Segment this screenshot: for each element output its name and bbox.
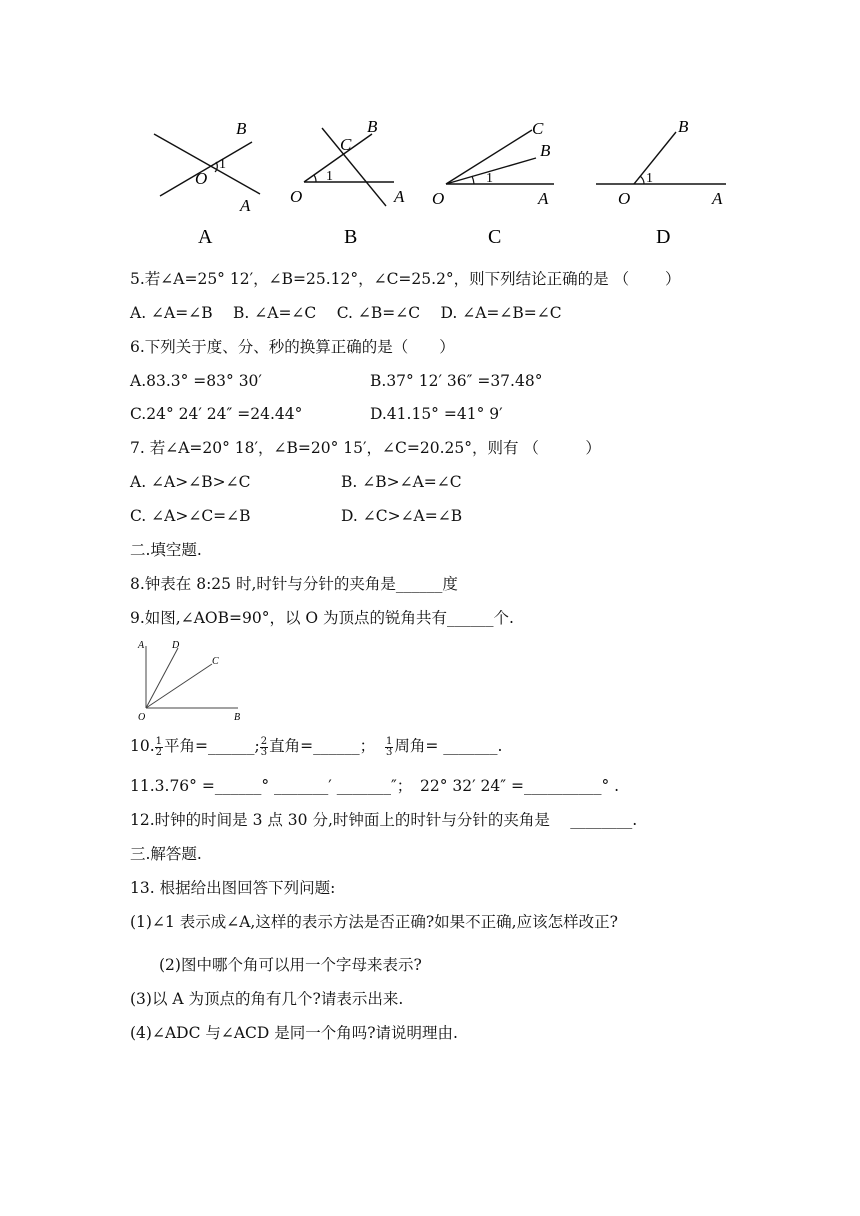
figure-label: B — [344, 226, 358, 248]
section-fill-in-heading: 二.填空题. — [130, 541, 202, 559]
q13-part3: (3)以 A 为顶点的角有几个?请表示出来. — [130, 990, 404, 1008]
label-o: O — [138, 712, 146, 723]
angle-1: 1 — [326, 169, 333, 184]
q5-options: A. ∠A=∠B B. ∠A=∠C C. ∠B=∠C D. ∠A=∠B=∠C — [130, 304, 562, 322]
figure-d — [590, 110, 740, 250]
label-c: C — [212, 656, 219, 667]
q8-text: 8.钟表在 8:25 时,时针与分针的夹角是______度 — [130, 575, 458, 593]
q13-part2: (2)图中哪个角可以用一个字母来表示? — [159, 956, 422, 974]
angle-1: 1 — [219, 157, 226, 172]
q5-stem: 5.若∠A=25° 12′，∠B=25.12°，∠C=25.2°，则下列结论正确的是 （ ） — [130, 270, 681, 288]
q11-text: 11.3.76° =______° _______′ _______″； 22° 32′ 24″ =__________° . — [130, 777, 620, 795]
label-b: B — [367, 117, 378, 136]
q7-option-c: C. ∠A>∠C=∠B — [130, 507, 251, 525]
label-d: D — [172, 640, 180, 651]
label-o: O — [195, 169, 208, 188]
q7-option-d: D. ∠C>∠A=∠B — [341, 507, 463, 525]
label-b: B — [236, 119, 247, 138]
q7-option-a: A. ∠A>∠B>∠C — [130, 473, 251, 491]
figure-label: C — [488, 226, 502, 248]
label-a: A — [240, 196, 251, 215]
figure-c — [428, 110, 568, 250]
q13-part1: (1)∠1 表示成∠A,这样的表示方法是否正确?如果不正确,应该怎样改正? — [130, 913, 618, 931]
label-o: O — [618, 189, 631, 208]
q13-part4: (4)∠ADC 与∠ACD 是同一个角吗?请说明理由. — [130, 1024, 458, 1042]
label-b: B — [678, 117, 689, 136]
fraction-two-thirds: $\frac{2}{3}$ — [260, 735, 268, 758]
q10-part1: 平角=______; — [164, 737, 260, 755]
fraction-one-half: $\frac{1}{2}$ — [155, 735, 163, 758]
q6-option-d: D.41.15° =41° 9′ — [370, 405, 503, 423]
q7-stem: 7. 若∠A=20° 18′，∠B=20° 15′，∠C=20.25°，则有 （ ） — [130, 439, 601, 457]
label-b: B — [540, 141, 551, 160]
angle-1: 1 — [486, 171, 493, 186]
label-c: C — [532, 119, 544, 138]
label-a: A — [538, 189, 549, 208]
q13-stem: 13. 根据给出图回答下列问题: — [130, 879, 336, 897]
figure-b — [282, 110, 422, 250]
figure-q9 — [132, 636, 252, 724]
figure-label: D — [656, 226, 671, 248]
q6-option-c: C.24° 24′ 24″ =24.44° — [130, 405, 303, 423]
q10-part2: 直角=______； — [269, 737, 376, 755]
label-o: O — [432, 189, 445, 208]
q10-number: 10. — [130, 737, 155, 755]
label-b: B — [234, 712, 241, 723]
q10-part3: 周角= _______. — [394, 737, 503, 755]
q6-option-b: B.37° 12′ 36″ =37.48° — [370, 372, 543, 390]
q9-text: 9.如图,∠AOB=90°，以 O 为顶点的锐角共有______个. — [130, 609, 514, 627]
label-o: O — [290, 187, 303, 206]
q12-text: 12.时钟的时间是 3 点 30 分,时钟面上的时针与分针的夹角是 ________. — [130, 811, 638, 829]
figure-label: A — [198, 226, 213, 248]
section-answer-heading: 三.解答题. — [130, 845, 202, 863]
label-c: C — [340, 135, 352, 154]
q6-option-a: A.83.3° =83° 30′ — [130, 372, 262, 390]
figure-a — [140, 110, 280, 250]
fraction-one-third: $\frac{1}{3}$ — [385, 735, 393, 758]
label-a: A — [138, 640, 145, 651]
q7-option-b: B. ∠B>∠A=∠C — [341, 473, 462, 491]
label-a: A — [394, 187, 405, 206]
label-a: A — [712, 189, 723, 208]
q6-stem: 6.下列关于度、分、秒的换算正确的是（ ） — [130, 338, 455, 356]
angle-1: 1 — [646, 171, 653, 186]
q10-text — [130, 735, 502, 758]
